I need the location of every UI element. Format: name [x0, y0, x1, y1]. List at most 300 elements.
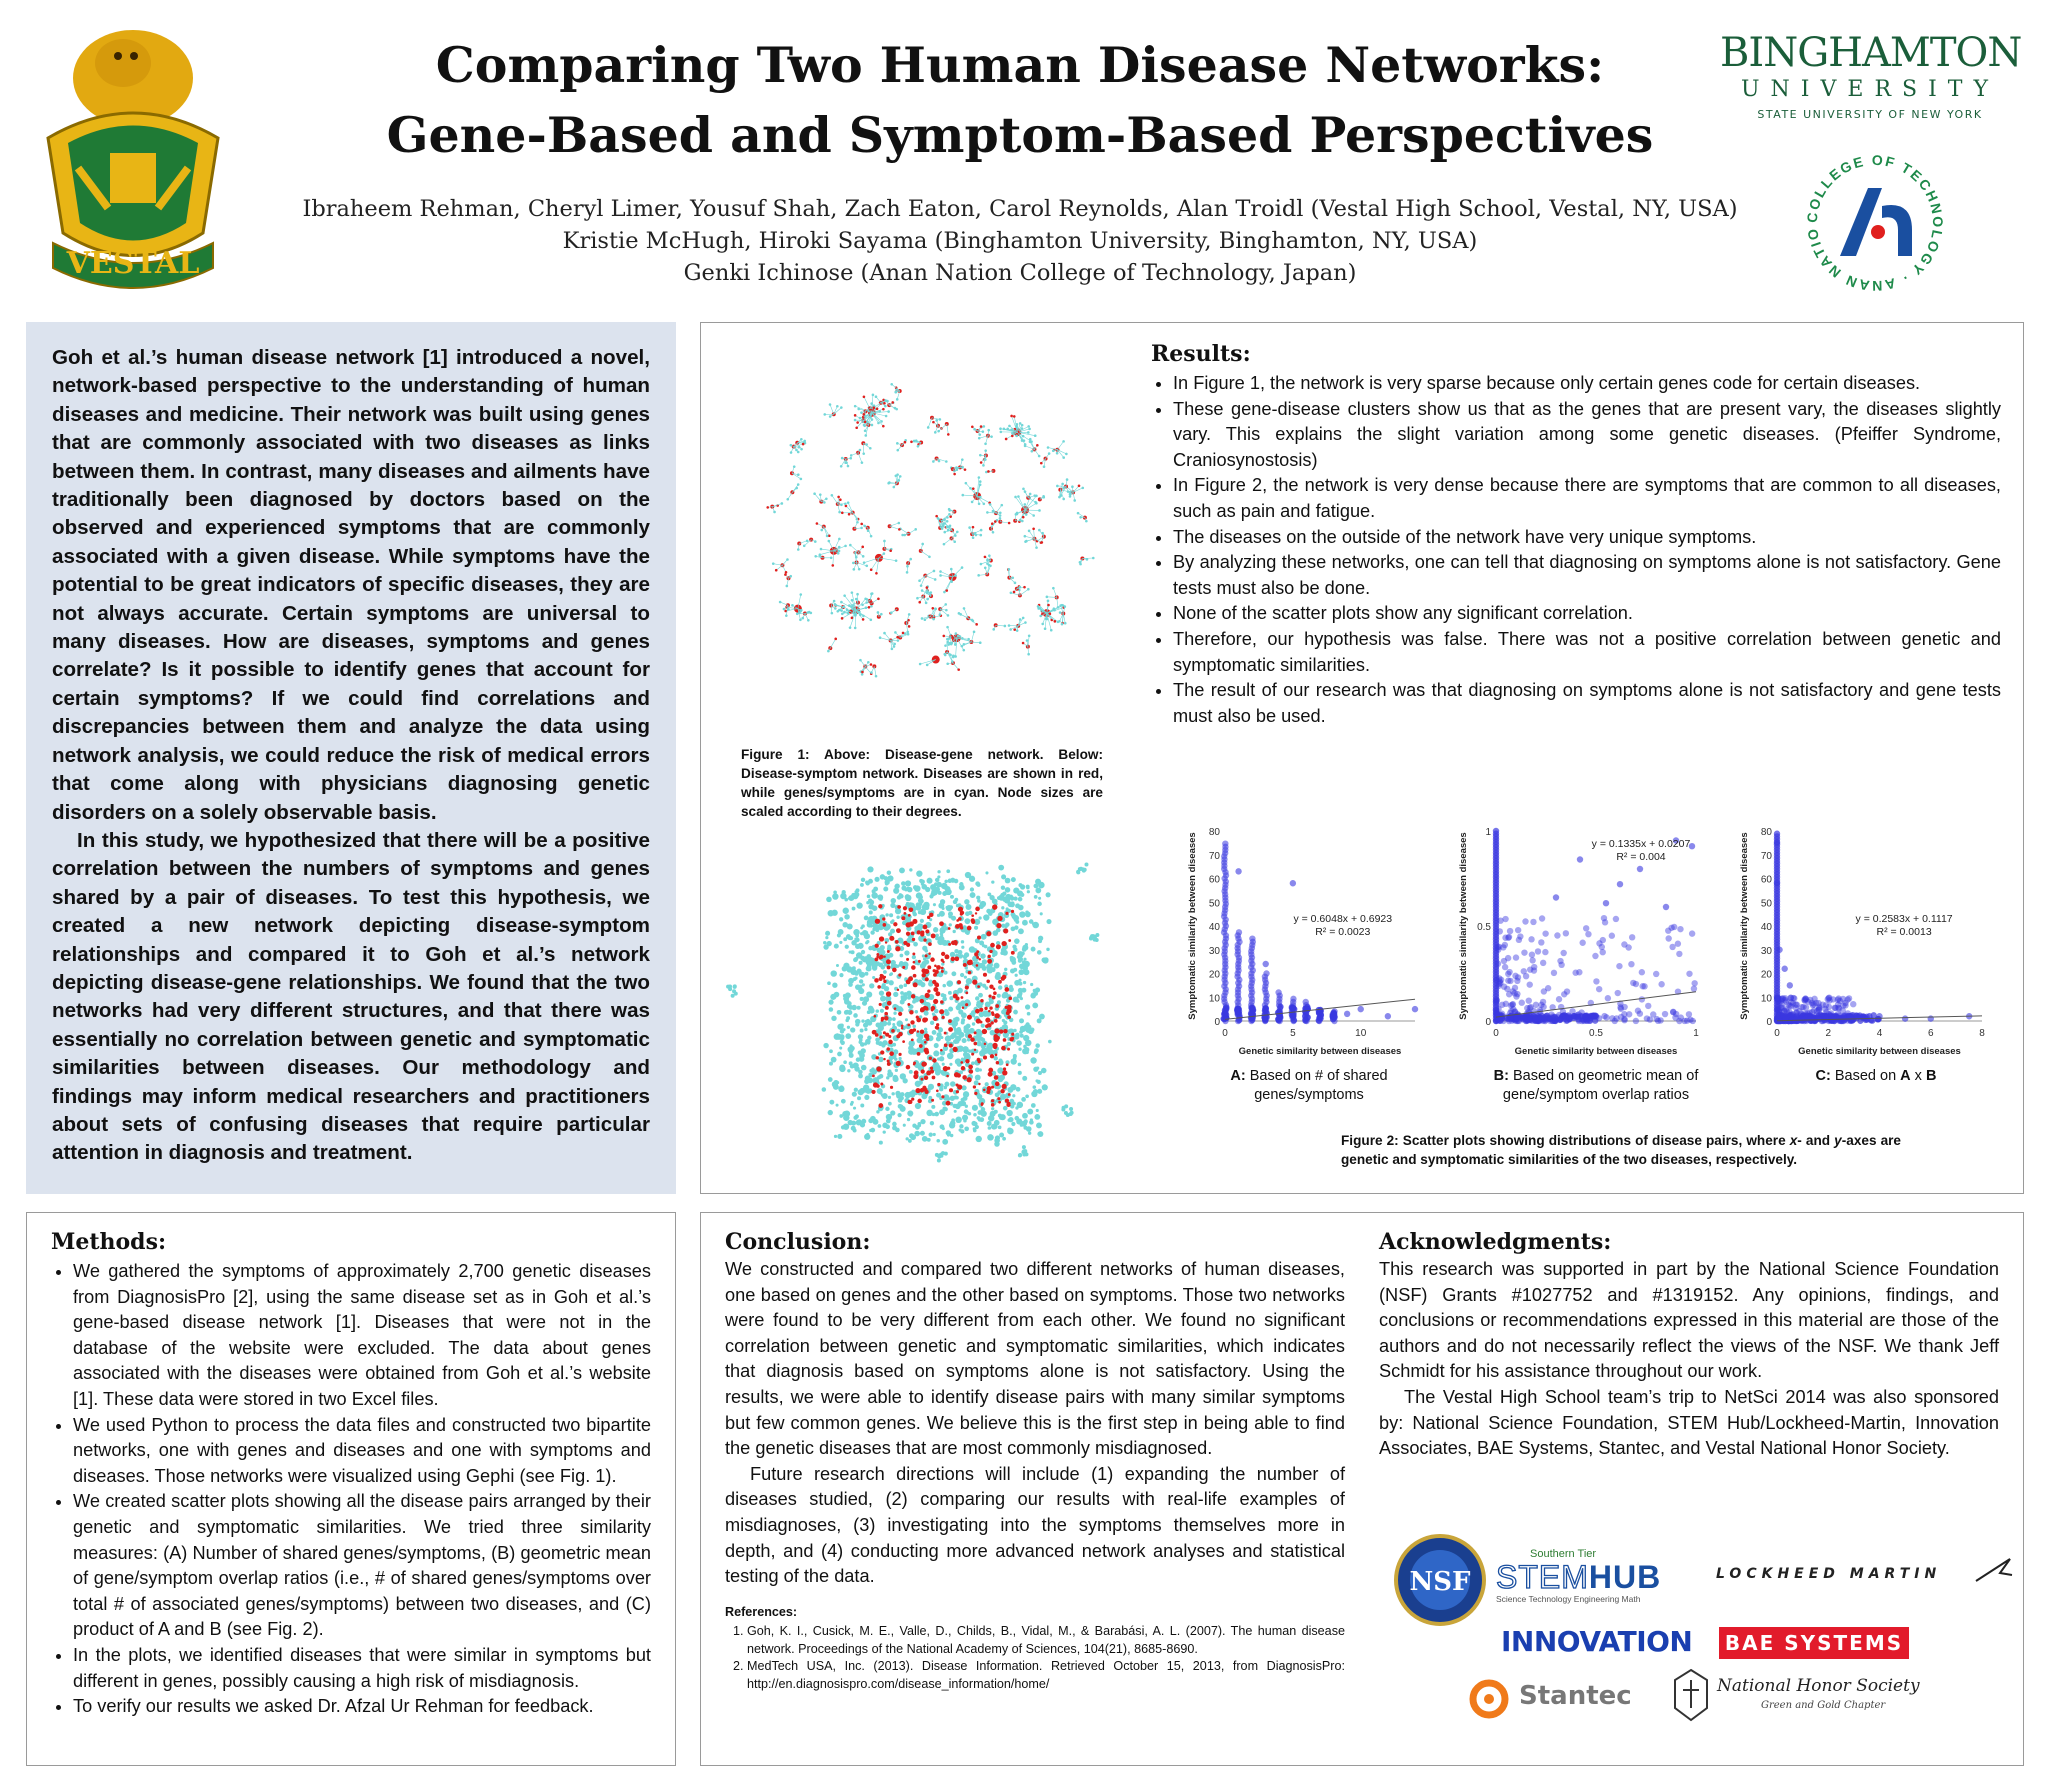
disease-node: [909, 1010, 913, 1014]
symptom-node: [1004, 968, 1007, 971]
scatter-point: [1633, 1018, 1639, 1024]
symptom-node: [955, 1117, 962, 1124]
symptom-node: [1003, 1106, 1008, 1111]
gene-node: [854, 614, 857, 617]
symptom-node: [859, 979, 863, 983]
disease-node: [924, 1034, 929, 1039]
symptom-node: [948, 879, 952, 883]
scatter-point: [1563, 930, 1569, 936]
symptom-node: [1011, 877, 1016, 882]
symptom-node: [975, 881, 980, 886]
disease-node: [917, 1030, 920, 1033]
disease-node: [906, 1065, 910, 1069]
disease-node: [979, 958, 981, 960]
gene-node: [994, 520, 997, 523]
symptom-node: [981, 1048, 986, 1053]
disease-node: [913, 961, 916, 964]
symptom-node: [987, 1121, 992, 1126]
disease-node: [967, 1077, 972, 1082]
symptom-node: [912, 1024, 916, 1028]
gene-node: [800, 438, 803, 441]
gene-node: [1005, 438, 1008, 441]
disease-node: [986, 931, 991, 936]
conclusion-paragraph-2: Future research directions will include (1) expanding the number of diseases studied, (2) comparing our results with real-life examples of misdiagnoses, (3) investigating into the symptoms themselves more in depth, and (4) conducting more advanced network analyses and statistical testing of the data.: [725, 1463, 1345, 1587]
gene-node: [838, 609, 841, 612]
gene-node: [806, 539, 809, 542]
symptom-node: [1011, 1122, 1015, 1126]
disease-node: [940, 1000, 944, 1004]
symptom-node: [981, 1024, 985, 1028]
gene-node: [893, 645, 896, 648]
y-tick-label: 30: [1208, 945, 1220, 957]
scatter-point: [1560, 950, 1566, 956]
gene-node: [864, 434, 867, 437]
y-axis-label: Symptomatic similarity between diseases: [1739, 832, 1750, 1020]
symptom-node: [912, 1000, 916, 1004]
symptom-node: [733, 984, 737, 988]
gene-node: [945, 589, 948, 592]
gene-node: [829, 403, 832, 406]
scatter-point: [1793, 1016, 1799, 1022]
disease-node: [875, 919, 880, 924]
gene-node: [1029, 438, 1032, 441]
gene-node: [801, 617, 804, 620]
symptom-node: [942, 984, 946, 988]
innovation-logo: INNOVATION: [1501, 1625, 1693, 1658]
symptom-node: [864, 916, 869, 921]
symptom-node: [866, 1133, 869, 1136]
disease-node: [937, 1083, 940, 1086]
gene-node: [1039, 615, 1042, 618]
disease-node: [995, 1053, 998, 1056]
gene-node: [837, 496, 840, 499]
gene-node: [987, 429, 990, 432]
gene-node: [849, 457, 852, 460]
disease-node: [928, 952, 931, 955]
symptom-node: [1034, 1050, 1038, 1054]
authors-line-3: Genki Ichinose (Anan Nation College of Technology, Japan): [683, 260, 1357, 286]
scatter-point: [1249, 1017, 1255, 1023]
bae-logo: BAE SYSTEMS: [1719, 1627, 1909, 1659]
gene-node: [1038, 509, 1041, 512]
scatter-point: [1653, 971, 1659, 977]
disease-node: [1003, 1067, 1006, 1070]
network-edge: [1016, 497, 1025, 510]
disease-node: [919, 1044, 923, 1048]
disease-node: [1002, 1070, 1007, 1075]
gene-node: [894, 407, 897, 410]
scatter-point: [1494, 997, 1500, 1003]
plot-c-label: C: Based on A x B: [1815, 1068, 1937, 1084]
symptom-node: [869, 983, 874, 988]
symptom-node: [839, 973, 843, 977]
scatter-point: [1691, 985, 1697, 991]
symptom-node: [966, 904, 972, 910]
gene-node: [904, 441, 907, 444]
symptom-node: [962, 1038, 967, 1043]
symptom-node: [1005, 878, 1011, 884]
symptom-node: [831, 970, 837, 976]
methods-bullet: • We used Python to process the data files and constructed two bipartite networks, one with genes and diseases and one with symptoms and diseases. Those networks were visualized using Gephi (see Fig. 1).: [73, 1413, 651, 1490]
symptom-node: [839, 1114, 843, 1118]
gene-node: [1062, 498, 1065, 501]
disease-node: [874, 978, 879, 983]
symptom-node: [962, 1085, 967, 1090]
symptom-node: [1036, 1123, 1042, 1129]
plot-a-label: A: Based on # of shared genes/symptoms: [1230, 1068, 1388, 1103]
gene-node: [1023, 586, 1026, 589]
disease-node: [913, 1028, 917, 1032]
disease-node: [897, 989, 899, 991]
symptom-node: [868, 957, 873, 962]
disease-node: [907, 1003, 910, 1006]
figure-1-caption: Figure 1: Above: Disease-gene network. Below: Disease-symptom network. Diseases are shown in red, while genes/symptoms are in cyan. Node sizes are scaled according to their degrees.: [741, 747, 1103, 819]
symptom-node: [893, 1076, 899, 1082]
disease-node: [1005, 912, 1008, 915]
symptom-node: [935, 934, 939, 938]
symptom-node: [913, 942, 918, 947]
lockheed-logo: [1716, 1565, 2016, 1605]
symptom-node: [875, 1037, 880, 1042]
symptom-node: [904, 919, 907, 922]
disease-node: [886, 1047, 890, 1051]
scatter-point: [1822, 1013, 1828, 1019]
symptom-node: [936, 1154, 940, 1158]
symptom-node: [968, 911, 972, 915]
gene-node: [961, 458, 964, 461]
scatter-point: [1412, 1006, 1418, 1012]
symptom-node: [961, 1021, 965, 1025]
symptom-node: [915, 1081, 921, 1087]
disease-node: [909, 921, 914, 926]
x-tick-label: 0: [1222, 1028, 1228, 1039]
gene-node: [1000, 431, 1003, 434]
symptom-node: [836, 1104, 839, 1107]
symptom-node: [1001, 1010, 1006, 1015]
symptom-node: [1030, 1118, 1033, 1121]
disease-node: [977, 1058, 981, 1062]
gene-node: [875, 675, 878, 678]
disease-node: [1006, 1063, 1009, 1066]
scatter-point: [1515, 974, 1521, 980]
trend-equation: y = 0.1335x + 0.0207: [1591, 838, 1691, 850]
disease-node: [958, 907, 963, 912]
gene-node: [1021, 424, 1024, 427]
symptom-node: [949, 996, 953, 1000]
scatter-point: [1540, 960, 1546, 966]
scatter-point: [1263, 961, 1269, 967]
symptom-node: [891, 898, 896, 903]
gene-node: [1044, 627, 1047, 630]
disease-node: [933, 973, 937, 977]
symptom-node: [853, 1062, 859, 1068]
symptom-node: [899, 1104, 904, 1109]
symptom-node: [1089, 936, 1093, 940]
stemhub-top: Southern Tier: [1530, 1548, 1597, 1560]
gene-node: [972, 526, 975, 529]
symptom-node: [948, 911, 953, 916]
results-bullet: • Therefore, our hypothesis was false. There was not a positive correlation between genetic and symptomatic similarities.: [1173, 627, 2001, 678]
disease-node: [915, 1088, 920, 1093]
symptom-node: [879, 1021, 885, 1027]
disease-node: [903, 912, 906, 915]
scatter-point: [1601, 1013, 1607, 1019]
methods-bullet: • In the plots, we identified diseases that were similar in symptoms but different in genes, possibly causing a high risk of misdiagnosis.: [73, 1643, 651, 1694]
gene-node: [864, 421, 867, 424]
gene-node: [1092, 557, 1095, 560]
symptom-node: [907, 1118, 910, 1121]
gene-node: [847, 612, 850, 615]
symptom-node: [878, 948, 884, 954]
disease-node: [993, 991, 997, 995]
gene-node: [884, 405, 887, 408]
symptom-node: [832, 983, 837, 988]
symptom-node: [875, 928, 879, 932]
disease-node: [989, 1006, 992, 1009]
network-edge: [858, 453, 862, 463]
symptom-node: [1034, 884, 1037, 887]
gene-node: [1059, 611, 1062, 614]
symptom-node: [839, 917, 843, 921]
gene-node: [861, 671, 864, 674]
symptom-node: [924, 959, 929, 964]
disease-node: [975, 1009, 980, 1014]
disease-node: [925, 1007, 928, 1010]
scatter-point: [1497, 917, 1503, 923]
gene-node: [1038, 455, 1041, 458]
nhs-sub: Green and Gold Chapter: [1761, 1700, 1886, 1711]
gene-node: [1011, 576, 1014, 579]
symptom-node: [883, 887, 888, 892]
scatter-point: [1639, 996, 1645, 1002]
gene-node: [863, 424, 866, 427]
gene-node: [867, 529, 870, 532]
gene-node: [964, 468, 967, 471]
x-tick-label: 1: [1693, 1028, 1699, 1039]
disease-node: [970, 962, 973, 965]
symptom-node: [1023, 1045, 1027, 1049]
gene-node: [861, 546, 864, 549]
disease-node: [921, 1069, 925, 1073]
gene-node: [828, 540, 831, 543]
symptom-node: [961, 940, 964, 943]
gene-node: [934, 607, 937, 610]
gene-node: [867, 661, 870, 664]
disease-node: [988, 1072, 993, 1077]
symptom-node: [956, 1028, 962, 1034]
symptom-node: [953, 1104, 957, 1108]
symptom-node: [934, 1043, 939, 1048]
gene-node: [839, 498, 842, 501]
gene-node: [920, 584, 923, 587]
disease-node: [880, 1050, 884, 1054]
disease-node: [992, 904, 997, 909]
symptom-node: [896, 915, 899, 918]
gene-node: [910, 441, 913, 444]
disease-node: [941, 952, 945, 956]
symptom-node: [1037, 1080, 1041, 1084]
symptom-node: [945, 1035, 951, 1041]
gene-node: [856, 518, 859, 521]
disease-node: [983, 973, 987, 977]
disease-node: [1003, 928, 1008, 933]
symptom-node: [1033, 1085, 1037, 1089]
symptom-node: [935, 878, 940, 883]
symptom-node: [1020, 1034, 1024, 1038]
gene-node: [962, 649, 965, 652]
gene-node: [1034, 434, 1037, 437]
scatter-point: [1575, 1014, 1581, 1020]
disease-node: [897, 905, 901, 909]
symptom-node: [879, 1074, 884, 1079]
gene-node: [933, 570, 936, 573]
gene-node: [990, 435, 993, 438]
gene-node: [979, 480, 982, 483]
acknowledgments-paragraph-2: The Vestal High School team’s trip to NetSci 2014 was also sponsored by: National Science Foundation, STEM Hub/Lockheed-Martin, Innovation Associates, BAE Systems, Stantec, and Vestal National Honor Society.: [1379, 1386, 1999, 1459]
gene-node: [1008, 624, 1011, 627]
disease-node: [947, 1067, 950, 1070]
gene-node: [819, 493, 822, 496]
scatter-point: [1358, 1006, 1364, 1012]
gene-node: [1081, 487, 1084, 490]
symptom-node: [1095, 933, 1099, 937]
symptom-node: [840, 1024, 844, 1028]
y-tick-label: 70: [1208, 850, 1220, 862]
gene-node: [840, 503, 843, 506]
disease-node: [898, 973, 901, 976]
disease-node: [888, 1040, 893, 1045]
gene-node: [829, 415, 832, 418]
symptom-node: [867, 866, 873, 872]
symptom-node: [1019, 929, 1022, 932]
gene-node: [1064, 622, 1067, 625]
disease-node: [933, 987, 938, 992]
symptom-node: [843, 963, 849, 969]
scatter-point: [1602, 919, 1608, 925]
disease-node: [901, 1024, 904, 1027]
symptom-node: [914, 1131, 920, 1137]
y-tick-label: 40: [1208, 922, 1220, 933]
x-tick-label: 10: [1355, 1028, 1367, 1039]
binghamton-sub: STATE UNIVERSITY OF NEW YORK: [1757, 108, 1983, 121]
gene-node: [1079, 516, 1082, 519]
gene-node: [1059, 604, 1062, 607]
network-edge: [1053, 588, 1056, 597]
gene-node: [1010, 415, 1013, 418]
disease-node: [894, 1007, 897, 1010]
gene-node: [1069, 491, 1072, 494]
symptom-node: [975, 996, 979, 1000]
scatter-point: [1663, 904, 1669, 910]
gene-node: [1085, 520, 1088, 523]
symptom-node: [995, 972, 1000, 977]
acknowledgments-heading: Acknowledgments:: [1379, 1229, 1612, 1255]
symptom-node: [825, 936, 828, 939]
gene-node: [946, 626, 949, 629]
symptom-node: [849, 1053, 854, 1058]
disease-node: [996, 1036, 1000, 1040]
scatter-point: [1794, 1001, 1800, 1007]
gene-node: [1040, 462, 1043, 465]
gene-node: [863, 561, 866, 564]
network-edge: [964, 608, 968, 618]
network-edge: [830, 639, 835, 648]
symptom-node: [1004, 925, 1007, 928]
gene-node: [908, 625, 911, 628]
symptom-node: [1036, 1109, 1039, 1112]
symptom-node: [964, 952, 969, 957]
gene-node: [980, 461, 983, 464]
disease-node: [971, 914, 974, 917]
gene-node: [861, 673, 864, 676]
disease-node: [896, 1061, 901, 1066]
scatter-point: [1495, 944, 1501, 950]
disease-node: [946, 1075, 949, 1078]
gene-node: [979, 641, 982, 644]
symptom-node: [1009, 985, 1013, 989]
gene-node: [939, 574, 942, 577]
gene-node: [871, 424, 874, 427]
symptom-node: [893, 1012, 896, 1015]
symptom-node: [1002, 950, 1008, 956]
disease-node: [878, 904, 882, 908]
gene-node: [883, 552, 886, 555]
disease-node: [963, 963, 967, 967]
disease-node: [957, 1073, 961, 1077]
symptom-node: [1031, 1091, 1037, 1097]
symptom-node: [878, 1124, 882, 1128]
gene-node: [926, 586, 929, 589]
symptom-node: [933, 1050, 939, 1056]
gene-node: [781, 502, 784, 505]
scatter-point: [1510, 1006, 1516, 1012]
symptom-node: [826, 897, 832, 903]
gene-node: [880, 420, 883, 423]
gene-node: [972, 487, 975, 490]
disease-node: [883, 1058, 885, 1060]
symptom-node: [891, 1092, 894, 1095]
scatter-plot-b: [1456, 823, 1731, 1058]
scatter-point: [1850, 1001, 1856, 1007]
symptom-node: [853, 977, 857, 981]
gene-node: [834, 638, 837, 641]
symptom-node: [973, 1127, 976, 1130]
vestal-logo: [28, 18, 238, 293]
trend-r2: R² = 0.004: [1616, 851, 1666, 863]
symptom-node: [861, 950, 865, 954]
disease-node: [988, 955, 991, 958]
gene-node: [946, 638, 949, 641]
disease-node: [911, 994, 915, 998]
symptom-node: [900, 1073, 906, 1079]
gene-node: [895, 559, 898, 562]
symptom-node: [953, 930, 956, 933]
y-tick-label: 0: [1766, 1017, 1772, 1028]
y-tick-label: 60: [1208, 874, 1220, 886]
disease-node: [956, 1083, 959, 1086]
gene-node: [939, 613, 942, 616]
disease-node: [967, 926, 972, 931]
gene-node: [926, 664, 929, 667]
symptom-node: [1010, 956, 1014, 960]
gene-node: [984, 566, 987, 569]
gene-node: [973, 428, 976, 431]
scatter-point: [1502, 964, 1508, 970]
disease-node: [971, 1053, 974, 1056]
gene-node: [847, 501, 850, 504]
network-edge: [953, 663, 959, 670]
disease-node: [979, 1008, 983, 1012]
